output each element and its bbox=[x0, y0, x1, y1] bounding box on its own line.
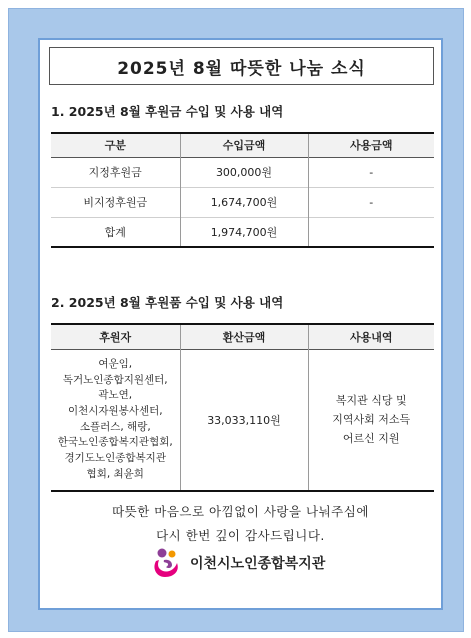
organization-logo bbox=[150, 546, 325, 580]
cell-category: 합계 bbox=[51, 217, 180, 247]
usage-line: 지역사회 저소득 bbox=[332, 413, 411, 427]
table-header-row bbox=[51, 324, 434, 349]
cell-usage: - bbox=[308, 157, 434, 187]
page-title: 2025년 8월 따뜻한 나눔 소식 bbox=[49, 47, 434, 85]
header-category: 구분 bbox=[51, 133, 180, 157]
header-usage: 사용금액 bbox=[308, 133, 434, 157]
cell-income: 1,674,700원 bbox=[180, 187, 308, 217]
donor-line: 독거노인종합지원센터, bbox=[62, 373, 168, 386]
logo-text: 이천시노인종합복지관 bbox=[190, 556, 326, 572]
closing-message bbox=[40, 500, 441, 548]
donation-money-table bbox=[51, 132, 434, 248]
header-income: 수입금액 bbox=[180, 133, 308, 157]
donor-line: 한국노인종합복지관협회, bbox=[57, 436, 173, 449]
cell-usage bbox=[308, 217, 434, 247]
header-usage-detail: 사용내역 bbox=[308, 324, 434, 349]
cell-category: 비지정후원금 bbox=[51, 187, 180, 217]
logo-emblem-icon bbox=[150, 546, 184, 580]
usage-line: 어르신 지원 bbox=[342, 432, 400, 446]
section2-heading: 2. 2025년 8월 후원품 수입 및 사용 내역 bbox=[51, 295, 284, 310]
section1-heading: 1. 2025년 8월 후원금 수입 및 사용 내역 bbox=[51, 104, 284, 119]
header-donor: 후원자 bbox=[51, 324, 180, 349]
cell-amount: 33,033,110원 bbox=[180, 349, 308, 491]
closing-line: 따뜻한 마음으로 아낌없이 사랑을 나눠주심에 bbox=[112, 504, 369, 519]
cell-donors bbox=[51, 349, 180, 491]
cell-usage-detail bbox=[308, 349, 434, 491]
logo-head-purple bbox=[158, 549, 167, 558]
blue-frame bbox=[8, 8, 464, 632]
cell-income: 1,974,700원 bbox=[180, 217, 308, 247]
cell-usage: - bbox=[308, 187, 434, 217]
logo-head-orange bbox=[169, 551, 176, 558]
header-amount: 환산금액 bbox=[180, 324, 308, 349]
logo-swoosh-purple bbox=[164, 560, 172, 568]
usage-line: 복지관 식당 및 bbox=[335, 394, 407, 408]
table-row bbox=[51, 157, 434, 187]
table-row bbox=[51, 187, 434, 217]
donation-goods-table bbox=[51, 323, 434, 492]
donor-line: 곽노연, bbox=[98, 389, 133, 402]
table-row-total bbox=[51, 217, 434, 247]
closing-line: 다시 한번 깊이 감사드립니다. bbox=[156, 528, 325, 543]
donor-line: 여운임, bbox=[98, 357, 133, 370]
table-row bbox=[51, 349, 434, 491]
donor-line: 경기도노인종합복지관 bbox=[64, 452, 166, 465]
table-header-row bbox=[51, 133, 434, 157]
donor-line: 소플러스, 해랑, bbox=[79, 420, 151, 433]
cell-category: 지정후원금 bbox=[51, 157, 180, 187]
donor-line: 협회, 최윤희 bbox=[86, 467, 144, 480]
donor-line: 이천시자원봉사센터, bbox=[67, 405, 163, 418]
notice-sheet bbox=[38, 38, 443, 610]
cell-income: 300,000원 bbox=[180, 157, 308, 187]
